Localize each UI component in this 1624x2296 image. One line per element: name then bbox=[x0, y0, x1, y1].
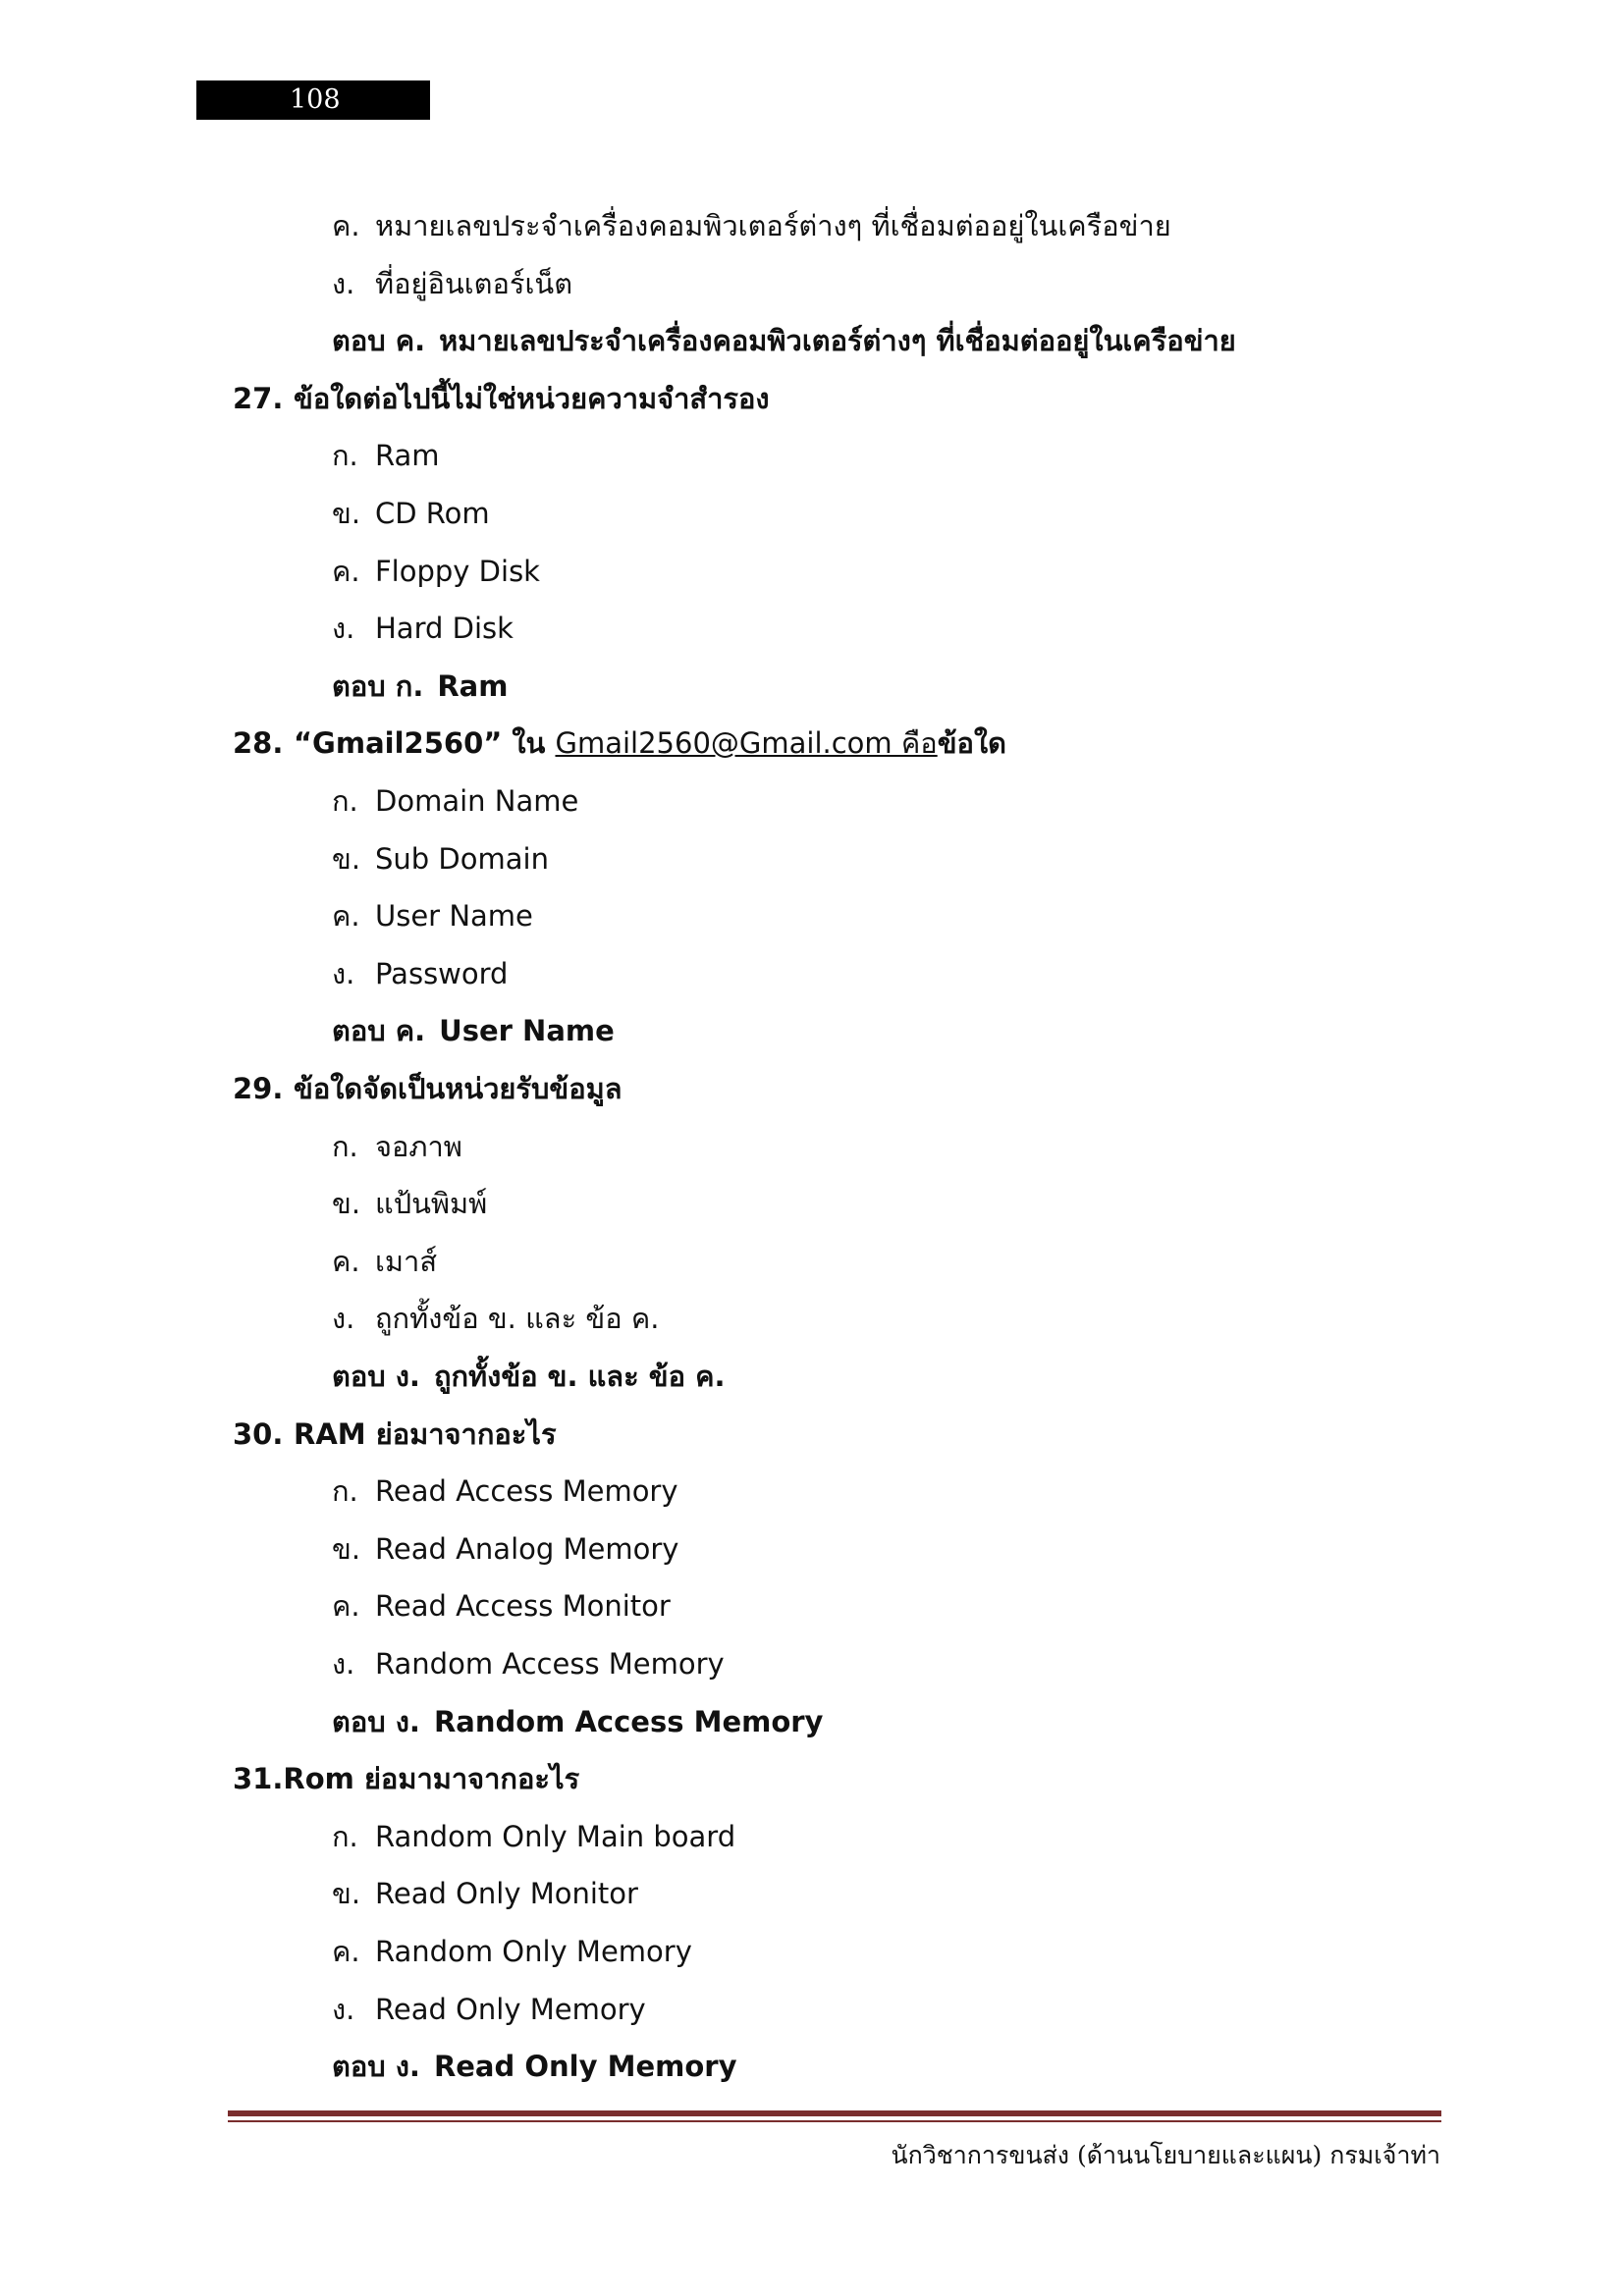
question-number: 30. bbox=[233, 1416, 284, 1451]
answer-label: ตอบ ค. bbox=[332, 324, 426, 358]
option-label: ค. bbox=[332, 899, 360, 934]
option-line bbox=[332, 1299, 659, 1338]
option-line bbox=[332, 436, 440, 475]
option-line bbox=[332, 264, 572, 303]
option-label: ก. bbox=[332, 1129, 358, 1163]
option-text: CD Rom bbox=[375, 497, 490, 530]
question-line bbox=[233, 379, 770, 418]
option-line bbox=[332, 954, 508, 993]
option-line bbox=[332, 1874, 638, 1913]
option-line bbox=[332, 839, 549, 879]
option-text: เมาส์ bbox=[375, 1244, 438, 1278]
option-label: ข. bbox=[332, 1187, 361, 1221]
answer-label: ตอบ ง. bbox=[332, 1360, 420, 1393]
option-label: ง. bbox=[332, 1302, 355, 1336]
answer-label: ตอบ ง. bbox=[332, 2050, 420, 2084]
question-text: RAM ย่อมาจากอะไร bbox=[294, 1416, 557, 1451]
answer-text: Random Access Memory bbox=[433, 1704, 824, 1738]
page-number: 108 bbox=[196, 80, 430, 120]
option-text: User Name bbox=[375, 899, 533, 934]
option-text: Random Only Main board bbox=[375, 1819, 736, 1853]
option-label: ง. bbox=[332, 1992, 355, 2026]
option-line bbox=[332, 781, 578, 821]
option-line bbox=[332, 896, 533, 935]
answer-line bbox=[332, 667, 508, 706]
option-label: ค. bbox=[332, 1244, 360, 1278]
option-label: ก. bbox=[332, 784, 358, 818]
footer-rule-thin bbox=[228, 2120, 1441, 2122]
question-number: 31. bbox=[233, 1762, 284, 1796]
option-text: Random Access Memory bbox=[375, 1647, 725, 1681]
option-text: Ram bbox=[375, 439, 440, 473]
answer-text: Read Only Memory bbox=[433, 2050, 737, 2084]
option-label: ก. bbox=[332, 1819, 358, 1853]
option-text: หมายเลขประจำเครื่องคอมพิวเตอร์ต่างๆ ที่เชื่อมต่ออยู่ในเครือข่าย bbox=[375, 209, 1171, 242]
option-text: แป้นพิมพ์ bbox=[375, 1187, 488, 1221]
option-text: Password bbox=[375, 956, 509, 990]
option-line bbox=[332, 1990, 646, 2029]
answer-line bbox=[332, 1357, 726, 1396]
question-number: 28. bbox=[233, 726, 284, 761]
answer-line bbox=[332, 1011, 615, 1050]
question-text: Rom ย่อมามาจากอะไร bbox=[283, 1762, 580, 1796]
question-text: ข้อใดต่อไปนี้ไม่ใช่หน่วยความจำสำรอง bbox=[294, 381, 770, 415]
option-label: ง. bbox=[332, 266, 355, 300]
option-label: ก. bbox=[332, 439, 358, 473]
option-label: ค. bbox=[332, 554, 360, 588]
option-text: Domain Name bbox=[375, 784, 579, 818]
option-label: ก. bbox=[332, 1474, 358, 1509]
option-text: Read Only Monitor bbox=[375, 1877, 638, 1911]
option-text: Random Only Memory bbox=[375, 1935, 692, 1968]
option-line bbox=[332, 1127, 462, 1166]
option-label: ค. bbox=[332, 1589, 360, 1624]
option-label: ง. bbox=[332, 956, 355, 990]
option-line bbox=[332, 1932, 692, 1971]
question-text: ข้อใดจัดเป็นหน่วยรับข้อมูล bbox=[294, 1072, 623, 1105]
question-text: “Gmail2560” ใน bbox=[294, 726, 556, 761]
option-line bbox=[332, 1242, 437, 1281]
option-line bbox=[332, 1644, 725, 1683]
option-text: ที่อยู่อินเตอร์เน็ต bbox=[375, 266, 573, 300]
answer-line bbox=[332, 321, 1236, 360]
option-label: ง. bbox=[332, 612, 355, 646]
option-label: ข. bbox=[332, 1877, 361, 1911]
option-text: Read Access Memory bbox=[375, 1474, 678, 1509]
question-number: 27. bbox=[233, 381, 284, 415]
answer-text: Ram bbox=[437, 668, 509, 703]
option-line bbox=[332, 1817, 735, 1856]
option-label: ค. bbox=[332, 1935, 360, 1968]
option-text: จอภาพ bbox=[375, 1129, 462, 1163]
option-text: Read Only Memory bbox=[375, 1992, 646, 2026]
option-text: Floppy Disk bbox=[375, 554, 540, 588]
option-label: ข. bbox=[332, 497, 361, 530]
question-line bbox=[233, 723, 1006, 763]
answer-text: หมายเลขประจำเครื่องคอมพิวเตอร์ต่างๆ ที่เชื่อมต่ออยู่ในเครือข่าย bbox=[439, 324, 1236, 358]
option-line bbox=[332, 609, 514, 648]
option-line bbox=[332, 1184, 487, 1223]
email-link[interactable]: Gmail2560@Gmail.com คือ bbox=[555, 726, 938, 761]
option-label: ค. bbox=[332, 209, 360, 242]
answer-label: ตอบ ง. bbox=[332, 1704, 420, 1738]
answer-label: ตอบ ค. bbox=[332, 1014, 426, 1048]
option-line bbox=[332, 1471, 678, 1511]
option-text: Read Access Monitor bbox=[375, 1589, 671, 1624]
answer-text: User Name bbox=[439, 1014, 615, 1048]
question-line bbox=[233, 1415, 557, 1454]
option-text: ถูกทั้งข้อ ข. และ ข้อ ค. bbox=[375, 1302, 660, 1336]
option-line bbox=[332, 1529, 678, 1569]
option-label: ข. bbox=[332, 841, 361, 876]
option-label: ข. bbox=[332, 1531, 361, 1566]
question-line bbox=[233, 1759, 579, 1798]
option-text: Read Analog Memory bbox=[375, 1531, 679, 1566]
footer-text: นักวิชาการขนส่ง (ด้านนโยบายและแผน) กรมเจ้าท่า bbox=[891, 2141, 1440, 2169]
answer-text: ถูกทั้งข้อ ข. และ ข้อ ค. bbox=[433, 1360, 726, 1393]
answer-line bbox=[332, 2047, 736, 2086]
question-line bbox=[233, 1069, 623, 1108]
question-text: ข้อใด bbox=[937, 726, 1006, 761]
option-line bbox=[332, 494, 490, 533]
option-text: Hard Disk bbox=[375, 612, 514, 646]
option-label: ง. bbox=[332, 1647, 355, 1681]
option-line bbox=[332, 206, 1171, 245]
answer-label: ตอบ ก. bbox=[332, 668, 424, 703]
footer-rule bbox=[228, 2110, 1441, 2116]
option-line bbox=[332, 552, 540, 591]
option-text: Sub Domain bbox=[375, 841, 549, 876]
question-number: 29. bbox=[233, 1072, 284, 1105]
option-line bbox=[332, 1586, 671, 1626]
answer-line bbox=[332, 1702, 823, 1741]
